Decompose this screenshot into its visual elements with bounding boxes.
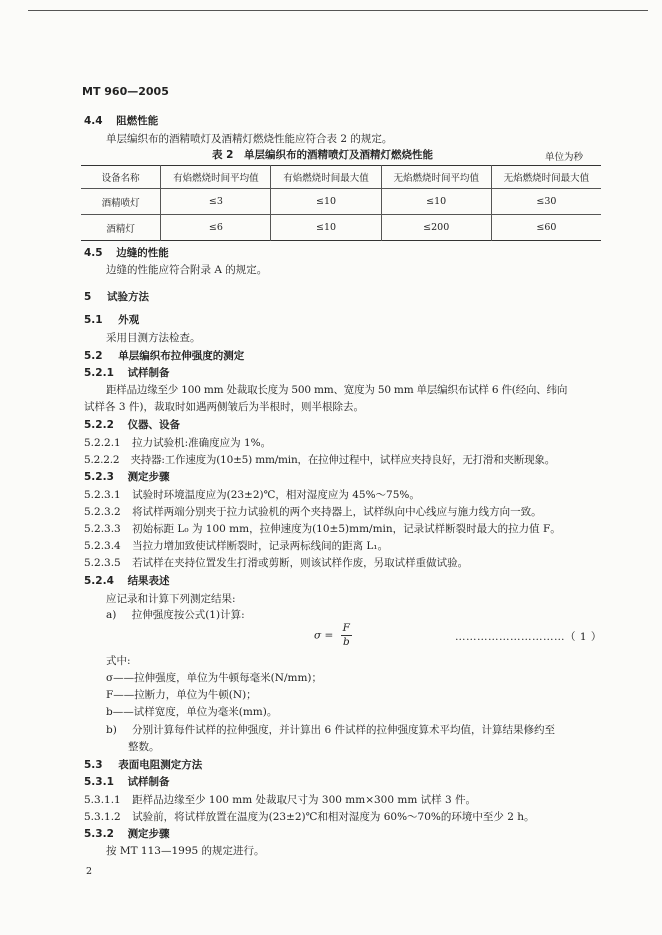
table-2 <box>81 165 601 241</box>
clause-5-3-1-1 <box>84 792 476 807</box>
section-number: 5.1 <box>84 314 103 326</box>
section-title: 表面电阻测定方法 <box>118 759 203 771</box>
section-5-3-1-heading <box>84 774 170 789</box>
section-number: 5.2 <box>84 350 103 362</box>
section-number: 5.3.1 <box>84 776 114 788</box>
table-2-unit: 单位为秒 <box>545 152 584 163</box>
section-5-3-2-text: 按 MT 113—1995 的规定进行。 <box>106 845 265 857</box>
clause-text: 当拉力增加致使试样断裂时，记录两标线间的距离 L₁。 <box>132 540 389 552</box>
clause-number: 5.3.1.2 <box>84 811 121 823</box>
clause-number: 5.2.3.2 <box>84 506 121 518</box>
clause-5-3-1-2 <box>84 809 535 824</box>
table-header-cell: 无焰燃烧时间最大值 <box>491 166 601 189</box>
section-number: 5.2.2 <box>84 419 114 431</box>
list-item-b-continuation: 整数。 <box>128 741 160 753</box>
section-5-heading <box>84 289 149 304</box>
clause-5-2-3-5 <box>84 555 468 570</box>
table-cell: ≤10 <box>271 189 381 215</box>
clause-5-2-3-3 <box>84 521 561 536</box>
section-number: 5.3.2 <box>84 828 114 840</box>
section-title: 单层编织布拉伸强度的测定 <box>118 350 245 362</box>
section-number: 5 <box>84 291 92 303</box>
section-number: 5.3 <box>84 759 103 771</box>
formula-1 <box>314 622 352 649</box>
table-row <box>81 189 601 215</box>
table-cell: ≤10 <box>271 215 381 241</box>
table-cell: 酒精灯 <box>81 215 161 241</box>
clause-number: 5.2.2.2 <box>84 454 120 466</box>
table-cell: ≤3 <box>161 189 271 215</box>
list-item-b <box>106 722 555 737</box>
section-4-4-heading <box>84 113 158 128</box>
section-number: 5.2.1 <box>84 367 114 379</box>
clause-number: 5.2.3.5 <box>84 557 121 569</box>
section-4-4-text: 单层编织布的酒精喷灯及酒精灯燃烧性能应符合表 2 的规定。 <box>106 133 393 145</box>
section-number: 5.2.4 <box>84 575 114 587</box>
table-cell: 酒精喷灯 <box>81 189 161 215</box>
clause-number: 5.2.3.4 <box>84 540 121 552</box>
clause-number: 5.2.3.3 <box>84 523 121 535</box>
clause-5-2-2-2 <box>84 452 555 467</box>
clause-text: 距样品边缘至少 100 mm 处裁取尺寸为 300 mm×300 mm 试样 3 件。 <box>132 794 476 806</box>
section-5-2-1-text-line2: 试样各 3 件)，裁取时如遇两侧皱后为半根时，则半根除去。 <box>84 401 364 413</box>
section-number: 5.2.3 <box>84 471 114 483</box>
list-item-text: 拉伸强度按公式(1)计算: <box>131 609 245 621</box>
section-title: 边缝的性能 <box>116 247 169 259</box>
variable-f: F——拉断力，单位为牛顿(N)； <box>106 689 257 701</box>
section-5-2-4-text: 应记录和计算下列测定结果: <box>106 593 236 605</box>
list-item-label: b) <box>106 724 117 736</box>
table-header-cell: 有焰燃烧时间最大值 <box>271 166 381 189</box>
section-5-3-heading <box>84 757 202 772</box>
table-header-row <box>81 166 601 189</box>
clause-number: 5.3.1.1 <box>84 794 121 806</box>
table-header-cell: 有焰燃烧时间平均值 <box>161 166 271 189</box>
clause-text: 若试样在夹持位置发生打滑或剪断，则该试样作废，另取试样重做试验。 <box>132 557 469 569</box>
section-5-2-3-heading <box>84 469 170 484</box>
section-5-1-text: 采用目测方法检查。 <box>106 332 201 344</box>
section-title: 阻燃性能 <box>116 115 159 127</box>
section-title: 仪器、设备 <box>127 419 181 431</box>
list-item-a <box>106 607 245 622</box>
section-title: 测定步骤 <box>127 471 170 483</box>
variable-sigma: σ——拉伸强度，单位为牛顿每毫米(N/mm)； <box>106 672 322 684</box>
table-cell: ≤6 <box>161 215 271 241</box>
table-cell: ≤60 <box>491 215 601 241</box>
section-4-5-heading <box>84 245 169 260</box>
formula-fraction <box>341 622 352 649</box>
clause-text: 拉力试验机:准确度应为 1%。 <box>132 437 272 449</box>
section-title: 试样制备 <box>127 776 170 788</box>
table-header-cell: 无焰燃烧时间平均值 <box>381 166 491 189</box>
header-rule <box>28 10 648 11</box>
variable-b: b——试样宽度，单位为毫米(mm)。 <box>106 706 278 718</box>
section-5-2-1-text-line1: 距样品边缘至少 100 mm 处裁取长度为 500 mm、宽度为 50 mm 单层编织布试样 6 件(经向、纬向 <box>106 384 568 396</box>
table-header-cell: 设备名称 <box>81 166 161 189</box>
clause-number: 5.2.3.1 <box>84 489 121 501</box>
clause-text: 将试样两端分别夹于拉力试验机的两个夹持器上，试样纵向中心线应与施力线方向一致。 <box>132 506 542 518</box>
page-number: 2 <box>86 866 93 877</box>
section-number: 4.5 <box>84 247 103 259</box>
clause-5-2-3-4 <box>84 538 388 553</box>
clause-text: 初始标距 L₀ 为 100 mm，拉伸速度为(10±5)mm/min，记录试样断裂时最大的拉力值 F。 <box>132 523 561 535</box>
section-number: 4.4 <box>84 115 103 127</box>
section-4-5-text: 边缝的性能应符合附录 A 的规定。 <box>106 264 268 276</box>
formula-number: …………………………（ 1 ） <box>455 631 602 643</box>
table-cell: ≤200 <box>381 215 491 241</box>
section-title: 外观 <box>118 314 140 326</box>
formula-lhs: σ = <box>314 629 334 642</box>
clause-text: 夹持器:工作速度为(10±5) mm/min，在拉伸过程中，试样应夹持良好，无打滑和夹断现象。 <box>130 454 556 466</box>
section-title: 测定步骤 <box>127 828 170 840</box>
clause-text: 试验前，将试样放置在温度为(23±2)℃和相对湿度为 60%～70%的环境中至少 2 h。 <box>132 811 535 823</box>
formula-numerator: F <box>342 622 350 634</box>
clause-5-2-3-1 <box>84 487 420 502</box>
clause-5-2-3-2 <box>84 504 542 519</box>
table-row <box>81 215 601 241</box>
section-5-2-2-heading <box>84 417 180 432</box>
clause-5-2-2-1 <box>84 435 271 450</box>
standard-code: MT 960—2005 <box>82 85 169 98</box>
section-5-2-heading <box>84 348 244 363</box>
section-5-2-4-heading <box>84 573 170 588</box>
formula-denominator: b <box>342 636 350 648</box>
table-cell: ≤10 <box>381 189 491 215</box>
section-title: 试验方法 <box>106 291 149 303</box>
table-2-title: 表 2 单层编织布的酒精喷灯及酒精灯燃烧性能 <box>212 149 433 161</box>
clause-number: 5.2.2.1 <box>84 437 121 449</box>
table-cell: ≤30 <box>491 189 601 215</box>
section-title: 结果表述 <box>127 575 170 587</box>
section-5-2-1-heading <box>84 365 170 380</box>
where-label: 式中: <box>106 655 131 667</box>
clause-text: 试验时环境温度应为(23±2)℃，相对湿度应为 45%～75%。 <box>132 489 420 501</box>
section-title: 试样制备 <box>127 367 170 379</box>
list-item-label: a) <box>106 609 117 621</box>
list-item-text: 分别计算每件试样的拉伸强度，并计算出 6 件试样的拉伸强度算术平均值，计算结果修约至 <box>132 724 556 736</box>
section-5-3-2-heading <box>84 826 170 841</box>
section-5-1-heading <box>84 312 139 327</box>
